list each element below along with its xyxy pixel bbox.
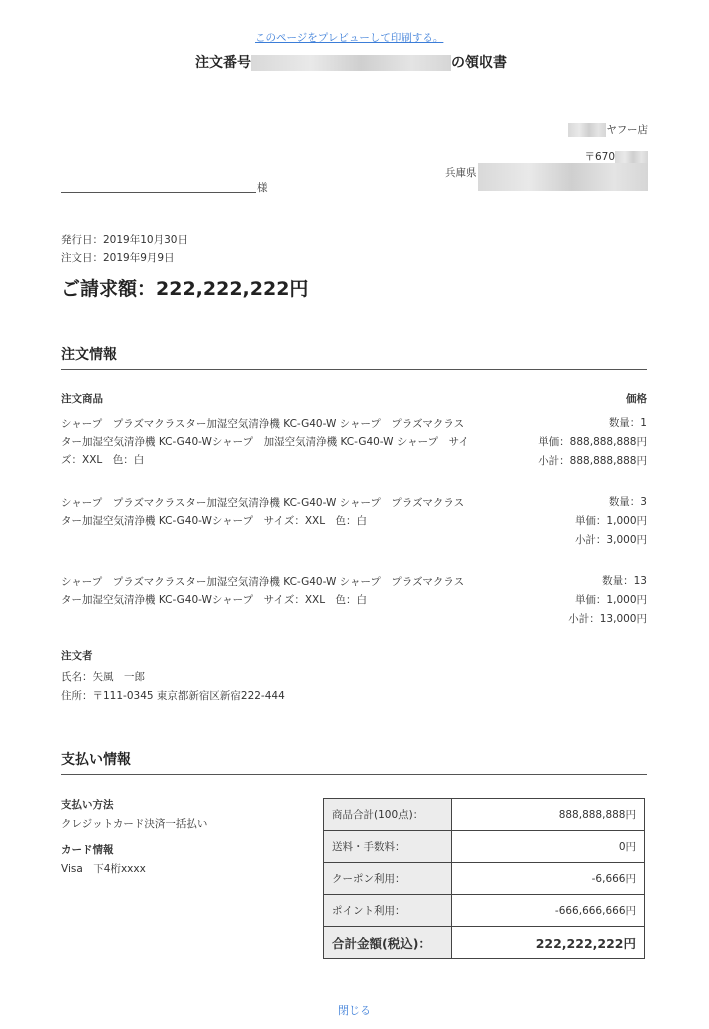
item-subtotal: 小計：888,888,888円 — [538, 455, 647, 467]
recipient-name-line — [61, 192, 256, 193]
order-number-redacted — [251, 55, 451, 71]
order-info-divider — [61, 369, 647, 370]
card-info-label: カード情報 — [61, 844, 114, 856]
billing-amount: ご請求額：222,222,222円 — [61, 278, 309, 300]
order-item-name: シャープ プラズマクラスター加湿空気清浄機 KC-G40-W シャープ プラズマクラスター加湿空気清浄機 KC-G40-Wシャープ サイズ：XXL 色：白 — [61, 576, 465, 606]
orderer-label: 注文者 — [61, 650, 93, 662]
item-unit-price: 単価：1,000円 — [574, 594, 647, 606]
summary-row-subtotal — [324, 799, 645, 831]
summary-row-points — [324, 895, 645, 927]
order-item-name: シャープ プラズマクラスター加湿空気清浄機 KC-G40-W シャープ プラズマクラスター加湿空気清浄機 KC-G40-Wシャープ サイズ：XXL 色：白 — [61, 497, 465, 527]
shop-name-suffix: ヤフー店 — [606, 124, 648, 136]
item-subtotal: 小計：13,000円 — [568, 613, 647, 625]
summary-label: クーポン利用： — [324, 863, 452, 895]
recipient-honorific: 様 — [257, 182, 268, 194]
item-quantity: 数量：13 — [602, 575, 647, 587]
order-item-name: シャープ プラズマクラスター加湿空気清浄機 KC-G40-W シャープ プラズマクラスター加湿空気清浄機 KC-G40-Wシャープ 加湿空気清浄機 KC-G40-W シャープ サイズ：XXL 色：白 — [61, 418, 469, 466]
summary-value: -666,666,666円 — [452, 895, 645, 927]
summary-value: 888,888,888円 — [452, 799, 645, 831]
summary-label: ポイント利用： — [324, 895, 452, 927]
price-column-header: 価格 — [626, 393, 647, 405]
summary-row-shipping — [324, 831, 645, 863]
summary-label: 送料・手数料： — [324, 831, 452, 863]
payment-method-label: 支払い方法 — [61, 799, 114, 811]
summary-value: 0円 — [452, 831, 645, 863]
receipt-title — [195, 52, 507, 72]
summary-row-total — [324, 927, 645, 959]
shop-name — [568, 122, 648, 137]
payment-method-value: クレジットカード決済一括払い — [61, 818, 208, 830]
orderer-name: 氏名：矢風 一郎 — [61, 671, 145, 683]
shop-postal-code: 〒670 — [584, 151, 615, 163]
summary-row-coupon — [324, 863, 645, 895]
shop-prefecture: 兵庫県 — [445, 167, 477, 179]
orderer-address: 住所：〒111-0345 東京都新宿区新宿222-444 — [61, 690, 285, 702]
order-item-price — [568, 572, 647, 629]
order-date: 注文日：2019年9月9日 — [61, 252, 175, 264]
issue-date: 発行日：2019年10月30日 — [61, 234, 188, 246]
summary-value: -6,666円 — [452, 863, 645, 895]
item-quantity: 数量：3 — [608, 496, 647, 508]
shop-address-redacted — [478, 163, 648, 191]
summary-total-value: 222,222,222円 — [452, 927, 645, 959]
order-info-heading: 注文情報 — [61, 347, 117, 363]
shop-postal-redacted — [615, 151, 648, 164]
item-quantity: 数量：1 — [608, 417, 647, 429]
shop-postal — [584, 149, 648, 164]
item-unit-price: 単価：1,000円 — [574, 515, 647, 527]
payment-info-divider — [61, 774, 647, 775]
close-link[interactable]: 閉じる — [338, 1004, 371, 1017]
shop-name-redacted — [568, 123, 606, 137]
item-column-header: 注文商品 — [61, 393, 103, 405]
item-unit-price: 単価：888,888,888円 — [538, 436, 647, 448]
print-preview-link[interactable]: このページをプレビューして印刷する。 — [255, 32, 444, 44]
title-prefix: 注文番号 — [195, 55, 251, 71]
title-suffix: の領収書 — [451, 55, 507, 71]
card-info-value: Visa 下4桁xxxx — [61, 863, 146, 875]
order-item-price — [575, 493, 647, 550]
order-item-price — [538, 414, 647, 471]
summary-label: 商品合計(100点)： — [324, 799, 452, 831]
summary-total-label: 合計金額(税込)： — [324, 927, 452, 959]
item-subtotal: 小計：3,000円 — [574, 534, 647, 546]
payment-info-heading: 支払い情報 — [61, 752, 131, 768]
payment-summary-table — [323, 798, 645, 959]
